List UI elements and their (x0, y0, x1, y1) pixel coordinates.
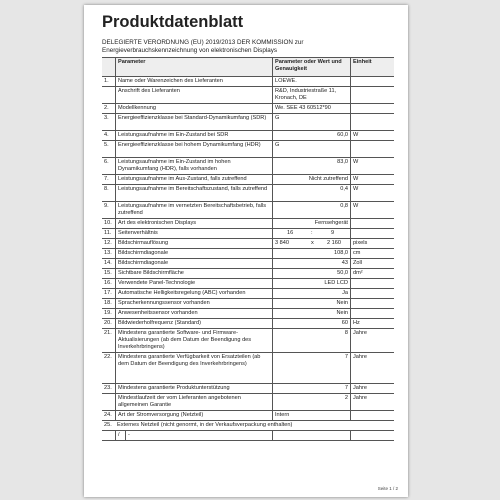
table-row: 23. Mindestens garantierte Produktunterstützung 7 Jahre (102, 383, 394, 393)
table-row: 12. Bildschirmauflösung 3 840 x 2 160 pixels (102, 238, 394, 248)
table-row: 16. Verwendete Panel-Technologie LED LCD (102, 278, 394, 288)
external-psu-note: Externes Netzteil (nicht genormt, in der Verkaufsverpackung enthalten) (117, 422, 293, 428)
table-row: 20. Bildwiederholfrequenz (Standard) 60 Hz (102, 318, 394, 328)
table-row: 25. Externes Netzteil (nicht genormt, in der Verkaufsverpackung enthalten) (102, 420, 394, 430)
table-row: 3. Energieeffizienzklasse bei Standard-Dynamikumfang (SDR) G (102, 113, 394, 130)
table-row: Anschrift des Lieferanten R&D, Industriestraße 11, Kronach, DE (102, 86, 394, 103)
table-row: 9. Leistungsaufnahme im vernetzten Bereitschaftsbetrieb, falls zutreffend 0,8 W (102, 201, 394, 218)
table-row: Mindestlaufzeit der vom Lieferanten angebotenen allgemeinen Garantie 2 Jahre (102, 393, 394, 410)
table-row: 21. Mindestens garantierte Software- und Firmware-Aktualisierungen (ab dem Datum der Beendigung des Inverkehrbringens) 8 Jahre (102, 328, 394, 352)
table-row: 22. Mindestens garantierte Verfügbarkeit von Ersatzteilen (ab dem Datum der Beendigung des Inverkehrbringens) 7 Jahre (102, 352, 394, 383)
table-row: 6. Leistungsaufnahme im Ein-Zustand im hohen Dynamikumfang (HDR), falls vorhanden 83,0 W (102, 157, 394, 174)
table-row: / - (102, 430, 394, 441)
table-row: 5. Energieeffizienzklasse bei hohem Dynamikumfang (HDR) G (102, 140, 394, 157)
table-row: 1. Name oder Warenzeichen des Lieferanten LOEWE. (102, 76, 394, 86)
header-value: Parameter oder Wert und Genauigkeit (272, 58, 350, 76)
datasheet-page (84, 5, 408, 497)
header-unit: Einheit (350, 58, 394, 76)
table-row: 19. Anwesenheitssensor vorhanden Nein (102, 308, 394, 318)
table-header (102, 57, 394, 76)
page-number: Seite 1 / 2 (377, 486, 398, 491)
table-row: 24. Art der Stromversorgung (Netzteil) Intern (102, 410, 394, 420)
table-row: 11. Seitenverhältnis 16 : 9 (102, 228, 394, 238)
table-row: 13. Bildschirmdiagonale 108,0 cm (102, 248, 394, 258)
table-row: 14. Bildschirmdiagonale 43 Zoll (102, 258, 394, 268)
header-parameter: Parameter (115, 58, 272, 76)
table-row: 4. Leistungsaufnahme im Ein-Zustand bei SDR 60,0 W (102, 130, 394, 140)
table-row: 7. Leistungsaufnahme im Aus-Zustand, falls zutreffend Nicht zutreffend W (102, 174, 394, 184)
table-row: 15. Sichtbare Bildschirmfläche 50,0 dm² (102, 268, 394, 278)
page-title: Produktdatenblatt (102, 13, 244, 31)
table-row: 2. Modellkennung We. SEE 43 60512*90 (102, 103, 394, 113)
datasheet-table (102, 57, 394, 441)
table-row: 17. Automatische Helligkeitsregelung (ABC) vorhanden Ja (102, 288, 394, 298)
table-row: 18. Spracherkennungssensor vorhanden Nein (102, 298, 394, 308)
table-row: 10. Art des elektronischen Displays Fernsehgerät (102, 218, 394, 228)
regulation-subtitle: DELEGIERTE VERORDNUNG (EU) 2019/2013 DER KOMMISSION zur Energieverbrauchskennzeichnung von elektronischen Displays (102, 39, 304, 54)
table-row: 8. Leistungsaufnahme im Bereitschaftszustand, falls zutreffend 0,4 W (102, 184, 394, 201)
